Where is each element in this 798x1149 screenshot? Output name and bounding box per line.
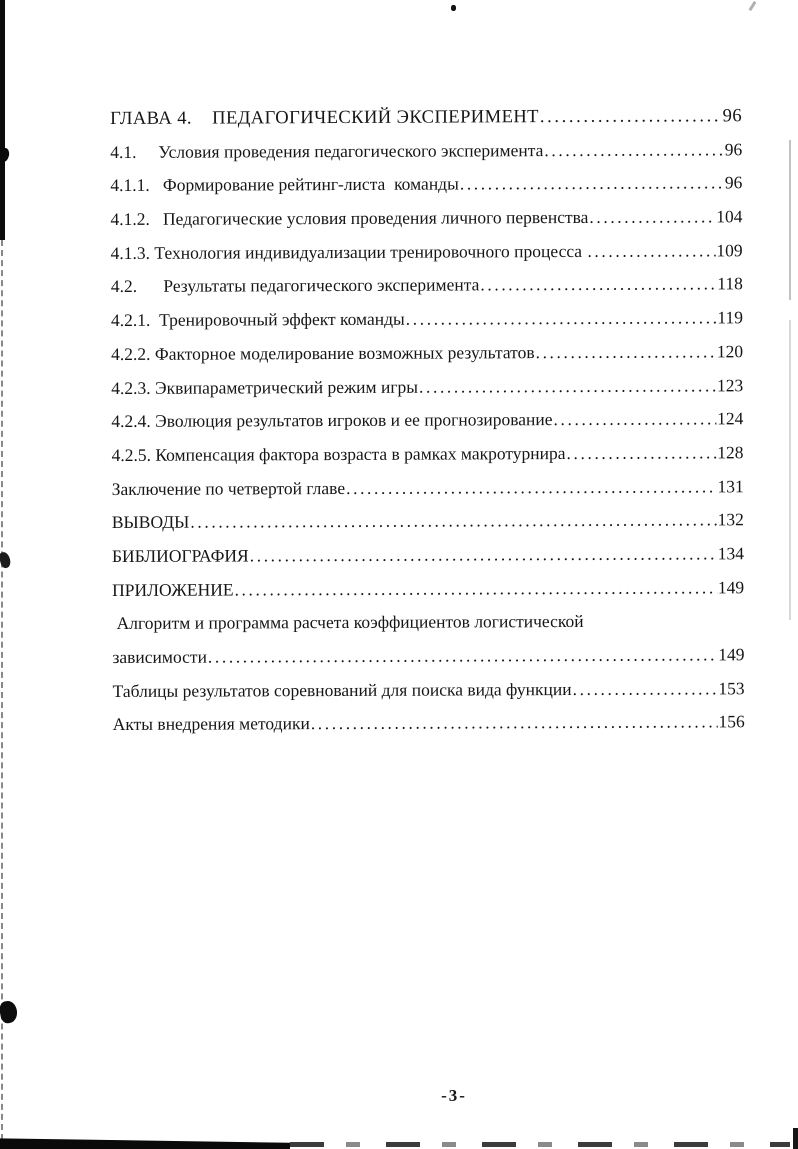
toc-entry-algorithm-line1 <box>112 605 744 641</box>
scan-artifact-ink-dot-middle <box>0 551 12 569</box>
dot-leader <box>566 436 716 470</box>
toc-entry-4-1-1 <box>110 167 742 203</box>
toc-entry-page: 149 <box>718 644 745 665</box>
toc-entry-label: 4.2.3. Эквипараметрический режим игры <box>111 376 419 398</box>
dot-leader <box>190 504 716 540</box>
toc-entry-page: 134 <box>717 543 745 564</box>
toc-entry-page: 119 <box>717 307 743 328</box>
dot-leader <box>311 706 718 741</box>
toc-entry-4-2-3 <box>111 369 743 405</box>
toc-entry-4-2-2 <box>111 335 743 371</box>
toc-entry-label: Акты внедрения методики <box>112 713 310 735</box>
dot-leader <box>250 537 717 573</box>
scan-artifact-top-dot <box>451 5 456 11</box>
toc-entry-label: Алгоритм и программа расчета коэффициентов логистической <box>112 611 584 634</box>
dot-leader <box>544 133 723 167</box>
toc-entry-page: 120 <box>716 341 744 362</box>
scan-artifact-bottom-dashes <box>290 1142 790 1147</box>
toc-entry-label: ВЫВОДЫ <box>111 511 190 533</box>
toc-entry-page: 96 <box>724 172 743 193</box>
scan-artifact-left-bar <box>0 0 5 240</box>
scan-artifact-right-edge-line <box>789 140 791 300</box>
scan-artifact-left-bar-tip <box>0 147 10 163</box>
dot-leader <box>553 403 716 437</box>
toc-entry-page: 149 <box>717 576 745 597</box>
toc-entry-4-1 <box>110 133 742 169</box>
scan-artifact-ink-blob-bottom <box>0 1000 19 1025</box>
toc-entry-conclusion-ch4 <box>112 470 744 506</box>
dot-leader <box>406 301 717 336</box>
toc-entry-tables <box>112 672 744 708</box>
toc-entry-label: Таблицы результатов соревнований для поиска вида функции <box>112 678 572 701</box>
toc-entry-label: 4.2.4. Эволюция результатов игроков и ее прогнозирование <box>111 409 553 432</box>
dot-leader <box>573 672 718 706</box>
toc-entry-page: 132 <box>717 509 744 530</box>
toc-entry-page: 156 <box>718 711 745 732</box>
dot-leader <box>480 268 716 303</box>
toc-entry-page: 104 <box>716 206 743 227</box>
toc-entry-page: 109 <box>716 239 743 261</box>
toc-entry-label: ПРИЛОЖЕНИЕ <box>112 579 234 600</box>
scan-artifact-right-edge-mark <box>793 1128 798 1149</box>
toc-entry-page: 153 <box>718 677 745 699</box>
toc-entry-label: 4.1.1. Формирование рейтинг-листа команды <box>110 173 459 196</box>
dot-leader <box>460 167 724 202</box>
toc-entry-label: 4.1. Условия проведения педагогического эксперимента <box>110 139 544 162</box>
toc-entry-page: 123 <box>716 374 744 395</box>
dot-leader <box>585 627 744 628</box>
toc-entry-page: 96 <box>724 138 743 160</box>
toc-entry-algorithm-line2 <box>112 638 744 674</box>
toc-entry-label: 4.2.5. Компенсация фактора возраста в рамках макротурнира <box>111 442 566 465</box>
toc-entry-implementation-acts <box>113 706 745 742</box>
toc-entry-4-2-4 <box>111 402 743 438</box>
toc-entry-label: 4.2.2. Факторное моделирование возможных результатов <box>111 341 535 364</box>
dot-leader <box>346 470 716 505</box>
dot-leader <box>589 200 715 234</box>
scan-artifact-left-dashed-line <box>1 240 3 1140</box>
dot-leader <box>587 234 715 268</box>
toc-entry-label: 4.2.1. Тренировочный эффект команды <box>110 308 405 331</box>
toc-entry-4-1-2 <box>110 200 742 236</box>
toc-entry-4-2-1 <box>111 301 743 337</box>
toc-entry-label: 4.1.3. Технология индивидуализации тренировочного процесса <box>110 240 587 263</box>
toc-entry-bibliography <box>112 537 744 573</box>
toc-entry-label: БИБЛИОГРАФИЯ <box>111 545 249 566</box>
scan-artifact-right-edge-line-faint <box>789 320 791 620</box>
scan-artifact-top-right-tick <box>749 1 757 11</box>
toc-entry-label: Заключение по четвертой главе <box>111 477 346 499</box>
dot-leader <box>419 369 716 404</box>
dot-leader <box>540 99 722 133</box>
toc-entry-page: 124 <box>717 408 744 429</box>
toc-entry-page: 128 <box>717 442 744 463</box>
toc-entry-4-2-5 <box>111 436 743 472</box>
toc-entry-label: зависимости <box>112 646 207 667</box>
toc-entry-label: 4.1.2. Педагогические условия проведения личного первенства <box>110 206 589 230</box>
dot-leader <box>535 335 715 369</box>
toc-entry-label: 4.2. Результаты педагогического эксперимента <box>110 274 480 297</box>
toc-entry-4-1-3 <box>111 234 743 270</box>
dot-leader <box>208 638 717 674</box>
toc-entry-page: 96 <box>722 105 743 127</box>
toc-entry-4-2 <box>111 268 743 304</box>
toc-entry-label: ГЛАВА 4. ПЕДАГОГИЧЕСКИЙ ЭКСПЕРИМЕНТ <box>110 106 539 129</box>
scan-artifact-bottom-bar <box>0 1136 290 1149</box>
dot-leader <box>234 571 716 607</box>
toc-entry-page: 118 <box>717 273 743 294</box>
toc-entry-page: 131 <box>717 475 744 496</box>
toc-entry-appendix <box>112 571 744 607</box>
toc-entry-conclusions <box>112 503 744 539</box>
toc-entry-chapter-4 <box>110 99 742 135</box>
table-of-contents <box>110 99 745 742</box>
page-number: -3- <box>441 1086 467 1105</box>
